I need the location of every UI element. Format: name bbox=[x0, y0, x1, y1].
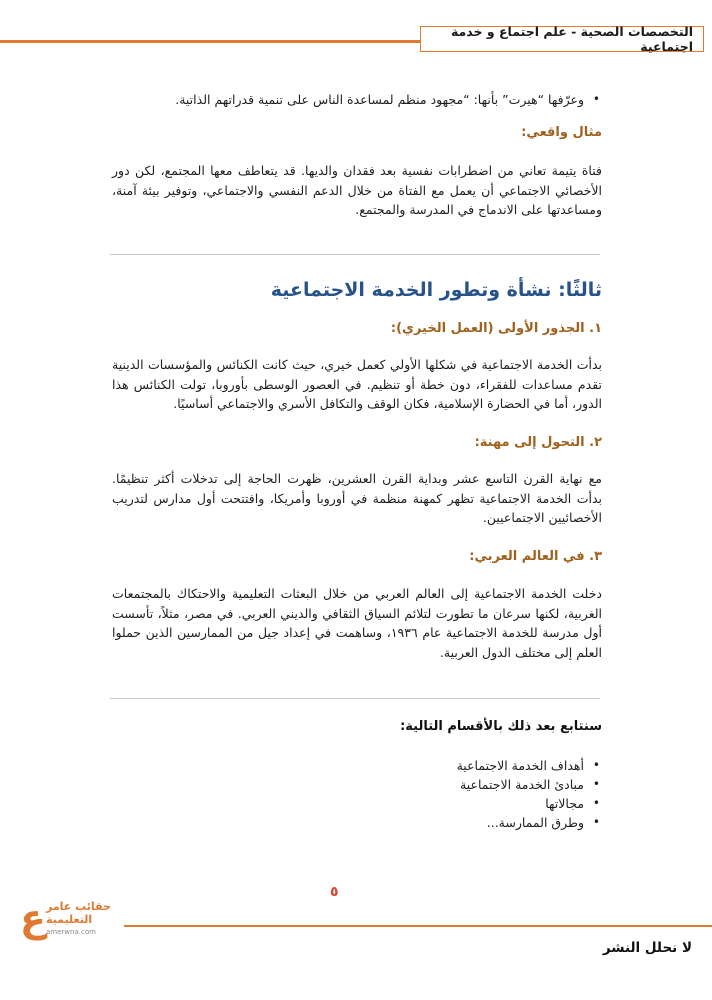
page-number: ٥ bbox=[330, 884, 339, 900]
header-rule bbox=[0, 40, 430, 43]
example-heading: مثال واقعي: bbox=[521, 125, 602, 140]
subsection-1-heading: ١. الجذور الأولى (العمل الخيري): bbox=[390, 321, 602, 336]
next-sections-heading: سنتابع بعد ذلك بالأقسام التالية: bbox=[400, 719, 602, 734]
list-item: • مجالاتها bbox=[112, 794, 602, 813]
logo-name: حقائب عامر bbox=[46, 900, 111, 913]
section-title: ثالثًا: نشأة وتطور الخدمة الاجتماعية bbox=[270, 279, 602, 301]
footer-rule bbox=[124, 925, 712, 927]
next-sections-list bbox=[112, 756, 602, 832]
example-text: فتاة يتيمة تعاني من اضطرابات نفسية بعد فقدان والديها. قد يتعاطف معها المجتمع، لكن دور الأخصائي الاجتماعي أن يعمل مع الفتاة من خلال الدعم النفسي والاجتماعي، وتوفير بيئة آمنة، ومساعدتها على الاندماج في المدرسة والمجتمع. bbox=[112, 163, 602, 217]
list-item: • أهداف الخدمة الاجتماعية bbox=[112, 756, 602, 775]
logo-mark-icon: ع bbox=[20, 896, 46, 940]
subsection-1-text: بدأت الخدمة الاجتماعية في شكلها الأولي كعمل خيري، حيث كانت الكنائس والمؤسسات الدينية تقدم مساعدات للفقراء، دون خطة أو تنظيم. في العصور الوسطى بأوروبا، تولت الكنائس هذا الدور، أما في الحضارة الإسلامية، فكان الوقف والتكافل الأسري والاجتماعي أساسيًا. bbox=[112, 357, 602, 411]
subsection-2-text: مع نهاية القرن التاسع عشر وبداية القرن العشرين، ظهرت الحاجة إلى تدخلات أكثر تنظيمًا. بدأت الخدمة الاجتماعية تظهر كمهنة منظمة في أوروبا وأمريكا، وافتتحت أول مدارس لتدريب الأخصائيين الاجتماعيين. bbox=[112, 471, 602, 525]
footer-notice: لا نحلل النشر bbox=[602, 940, 692, 956]
intro-bullet: • وعرّفها “هيرت” بأنها: “مجهود منظم لمساعدة الناس على تنمية قدراتهم الذاتية. bbox=[112, 90, 602, 109]
list-item: • وطرق الممارسة... bbox=[112, 813, 602, 832]
header-box bbox=[420, 26, 704, 52]
publisher-logo bbox=[20, 898, 130, 942]
logo-url: amerwna.com bbox=[46, 928, 96, 936]
subsection-3-heading: ٣. في العالم العربي: bbox=[469, 549, 602, 564]
subsection-2-heading: ٢. التحول إلى مهنة: bbox=[474, 435, 602, 450]
intro-list bbox=[112, 90, 602, 109]
logo-subtitle: التعليمية bbox=[46, 913, 93, 926]
list-item: • مبادئ الخدمة الاجتماعية bbox=[112, 775, 602, 794]
divider bbox=[110, 698, 600, 699]
divider bbox=[110, 254, 600, 255]
header-title: التخصصات الصحية - علم اجتماع و خدمة اجتماعية bbox=[450, 24, 693, 54]
subsection-3-text: دخلت الخدمة الاجتماعية إلى العالم العربي من خلال البعثات التعليمية والاحتكاك بالمجتمعات الغربية، لكنها سرعان ما تطورت لتلائم السياق الثقافي والديني العربي. في مصر، مثلاً، تأسست أول مدرسة للخدمة الاجتماعية عام ١٩٣٦، وساهمت في إعداد جيل من الممارسين الذين حملوا العلم إلى مختلف الدول العربية. bbox=[112, 586, 602, 660]
